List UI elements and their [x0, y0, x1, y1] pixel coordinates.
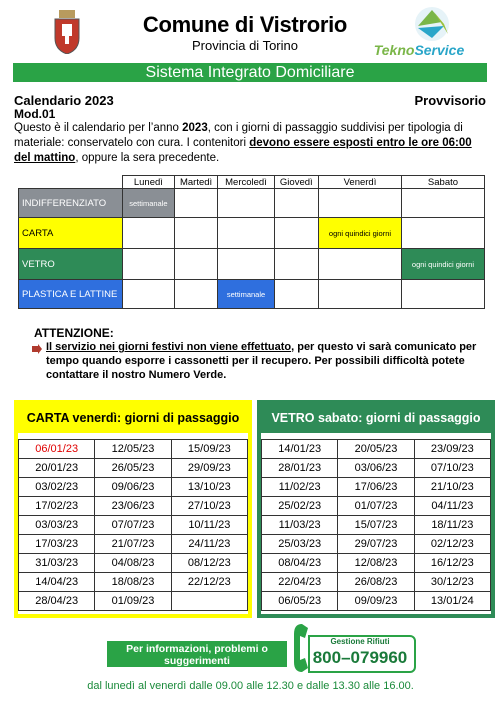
schedule-cell — [274, 280, 318, 309]
date-cell: 22/12/23 — [171, 573, 247, 592]
table-row — [262, 459, 491, 478]
schedule-cell — [318, 189, 401, 218]
date-cell: 29/07/23 — [338, 535, 414, 554]
date-cell: 09/09/23 — [338, 592, 414, 611]
date-cell: 18/11/23 — [414, 516, 490, 535]
date-cell: 08/04/23 — [262, 554, 338, 573]
toll-free-number[interactable]: 800–079960 — [312, 648, 408, 667]
date-cell: 07/10/23 — [414, 459, 490, 478]
date-cell: 12/05/23 — [95, 440, 171, 459]
status-label: Provvisorio — [414, 93, 486, 108]
info-banner: Per informazioni, problemi o suggerimenti — [107, 641, 287, 667]
material-label: INDIFFERENZIATO — [19, 189, 123, 218]
date-cell: 15/09/23 — [171, 440, 247, 459]
schedule-cell — [218, 249, 274, 280]
schedule-cell — [174, 280, 218, 309]
date-cell: 12/08/23 — [338, 554, 414, 573]
schedule-cell — [218, 189, 274, 218]
schedule-cell — [123, 249, 175, 280]
table-row — [19, 535, 248, 554]
date-cell: 04/11/23 — [414, 497, 490, 516]
table-row — [19, 592, 248, 611]
table-row — [19, 440, 248, 459]
date-cell: 21/10/23 — [414, 478, 490, 497]
date-cell: 17/06/23 — [338, 478, 414, 497]
row-indifferenziato — [19, 189, 485, 218]
table-row — [262, 535, 491, 554]
schedule-cell — [218, 218, 274, 249]
table-row — [19, 573, 248, 592]
date-cell: 23/06/23 — [95, 497, 171, 516]
carta-dates-box — [14, 400, 252, 618]
row-plastica — [19, 280, 485, 309]
table-row — [19, 459, 248, 478]
schedule-cell: settimanale — [218, 280, 274, 309]
toll-free-caption: Gestione Rifiuti — [330, 637, 390, 646]
row-carta — [19, 218, 485, 249]
date-cell: 15/07/23 — [338, 516, 414, 535]
page-title: Comune di Vistrorio — [142, 12, 348, 37]
date-cell: 27/10/23 — [171, 497, 247, 516]
vetro-dates-title: VETRO sabato: giorni di passaggio — [261, 404, 491, 433]
schedule-cell — [318, 249, 401, 280]
page-subtitle: Provincia di Torino — [192, 38, 298, 53]
date-cell: 11/02/23 — [262, 478, 338, 497]
intro-paragraph: Questo è il calendario per l’anno 2023, con i giorni di passaggio suddivisi per tipologia di materiale: conservatelo con cura. I contenitori devono essere esposti entro le ore 06:00 del mattino, oppure la sera precedente. — [14, 122, 472, 164]
date-cell: 20/05/23 — [338, 440, 414, 459]
date-cell: 25/02/23 — [262, 497, 338, 516]
date-cell: 25/03/23 — [262, 535, 338, 554]
carta-dates-table — [18, 439, 248, 611]
date-cell: 03/02/23 — [19, 478, 95, 497]
date-cell: 31/03/23 — [19, 554, 95, 573]
corner-cell — [19, 176, 123, 189]
schedule-cell — [123, 218, 175, 249]
date-cell: 03/06/23 — [338, 459, 414, 478]
material-label: CARTA — [19, 218, 123, 249]
date-cell: 01/09/23 — [95, 592, 171, 611]
row-vetro — [19, 249, 485, 280]
arrow-bullet-icon — [32, 341, 42, 351]
schedule-cell — [174, 249, 218, 280]
date-cell: 13/10/23 — [171, 478, 247, 497]
weekly-header-row — [19, 176, 485, 189]
attention-text: Il servizio nei giorni festivi non viene effettuato, per questo vi sarà comunicato per tempo quando esporre i cassonetti per il recupero. Per possibili difficoltà potete contattare il nostro Numero Verde. — [46, 341, 477, 381]
table-row — [262, 516, 491, 535]
vetro-dates-table — [261, 439, 491, 611]
day-header: Giovedì — [274, 176, 318, 189]
date-cell: 01/07/23 — [338, 497, 414, 516]
schedule-cell: ogni quindici giorni — [401, 249, 484, 280]
date-cell: 14/01/23 — [262, 440, 338, 459]
logo-text: TeknoService — [373, 42, 465, 58]
schedule-cell — [274, 189, 318, 218]
date-cell: 06/05/23 — [262, 592, 338, 611]
day-header: Lunedì — [123, 176, 175, 189]
vetro-dates-box — [257, 400, 495, 618]
schedule-cell — [401, 280, 484, 309]
date-cell: 13/01/24 — [414, 592, 490, 611]
date-cell: 21/07/23 — [95, 535, 171, 554]
schedule-cell — [174, 189, 218, 218]
carta-dates-title: CARTA venerdì: giorni di passaggio — [18, 404, 248, 433]
date-cell: 11/03/23 — [262, 516, 338, 535]
date-cell: 17/03/23 — [19, 535, 95, 554]
date-cell: 14/04/23 — [19, 573, 95, 592]
date-cell: 23/09/23 — [414, 440, 490, 459]
day-header: Mercoledì — [218, 176, 274, 189]
schedule-cell — [174, 218, 218, 249]
table-row — [262, 440, 491, 459]
date-cell — [171, 592, 247, 611]
schedule-cell — [401, 218, 484, 249]
module-code: Mod.01 — [14, 107, 56, 121]
table-row — [262, 573, 491, 592]
day-header: Martedì — [174, 176, 218, 189]
calendar-title: Calendario 2023 — [14, 93, 114, 108]
table-row — [19, 554, 248, 573]
schedule-cell: settimanale — [123, 189, 175, 218]
day-header: Venerdì — [318, 176, 401, 189]
date-cell: 08/12/23 — [171, 554, 247, 573]
weekly-schedule-table — [18, 175, 485, 309]
table-row — [262, 554, 491, 573]
table-row — [19, 497, 248, 516]
material-label: VETRO — [19, 249, 123, 280]
table-row — [19, 478, 248, 497]
material-label: PLASTICA E LATTINE — [19, 280, 123, 309]
schedule-cell — [401, 189, 484, 218]
date-cell: 30/12/23 — [414, 573, 490, 592]
day-header: Sabato — [401, 176, 484, 189]
date-cell: 16/12/23 — [414, 554, 490, 573]
date-cell: 07/07/23 — [95, 516, 171, 535]
date-cell: 10/11/23 — [171, 516, 247, 535]
date-cell: 09/06/23 — [95, 478, 171, 497]
schedule-cell — [274, 249, 318, 280]
date-cell: 20/01/23 — [19, 459, 95, 478]
date-cell: 24/11/23 — [171, 535, 247, 554]
date-cell: 03/03/23 — [19, 516, 95, 535]
attention-heading: ATTENZIONE: — [34, 326, 114, 340]
table-row — [262, 497, 491, 516]
schedule-cell — [318, 280, 401, 309]
schedule-cell — [274, 218, 318, 249]
date-cell: 28/04/23 — [19, 592, 95, 611]
table-row — [262, 478, 491, 497]
table-row — [19, 516, 248, 535]
date-cell: 06/01/23 — [19, 440, 95, 459]
date-cell: 28/01/23 — [262, 459, 338, 478]
date-cell: 26/05/23 — [95, 459, 171, 478]
office-hours: dal lunedì al venerdì dalle 09.00 alle 12.30 e dalle 13.30 alle 16.00. — [87, 680, 414, 692]
date-cell: 02/12/23 — [414, 535, 490, 554]
system-banner: Sistema Integrato Domiciliare — [13, 63, 487, 82]
date-cell: 29/09/23 — [171, 459, 247, 478]
date-cell: 18/08/23 — [95, 573, 171, 592]
date-cell: 17/02/23 — [19, 497, 95, 516]
table-row — [262, 592, 491, 611]
schedule-cell — [123, 280, 175, 309]
date-cell: 26/08/23 — [338, 573, 414, 592]
date-cell: 04/08/23 — [95, 554, 171, 573]
date-cell: 22/04/23 — [262, 573, 338, 592]
schedule-cell: ogni quindici giorni — [318, 218, 401, 249]
municipal-crest-icon — [52, 10, 82, 54]
